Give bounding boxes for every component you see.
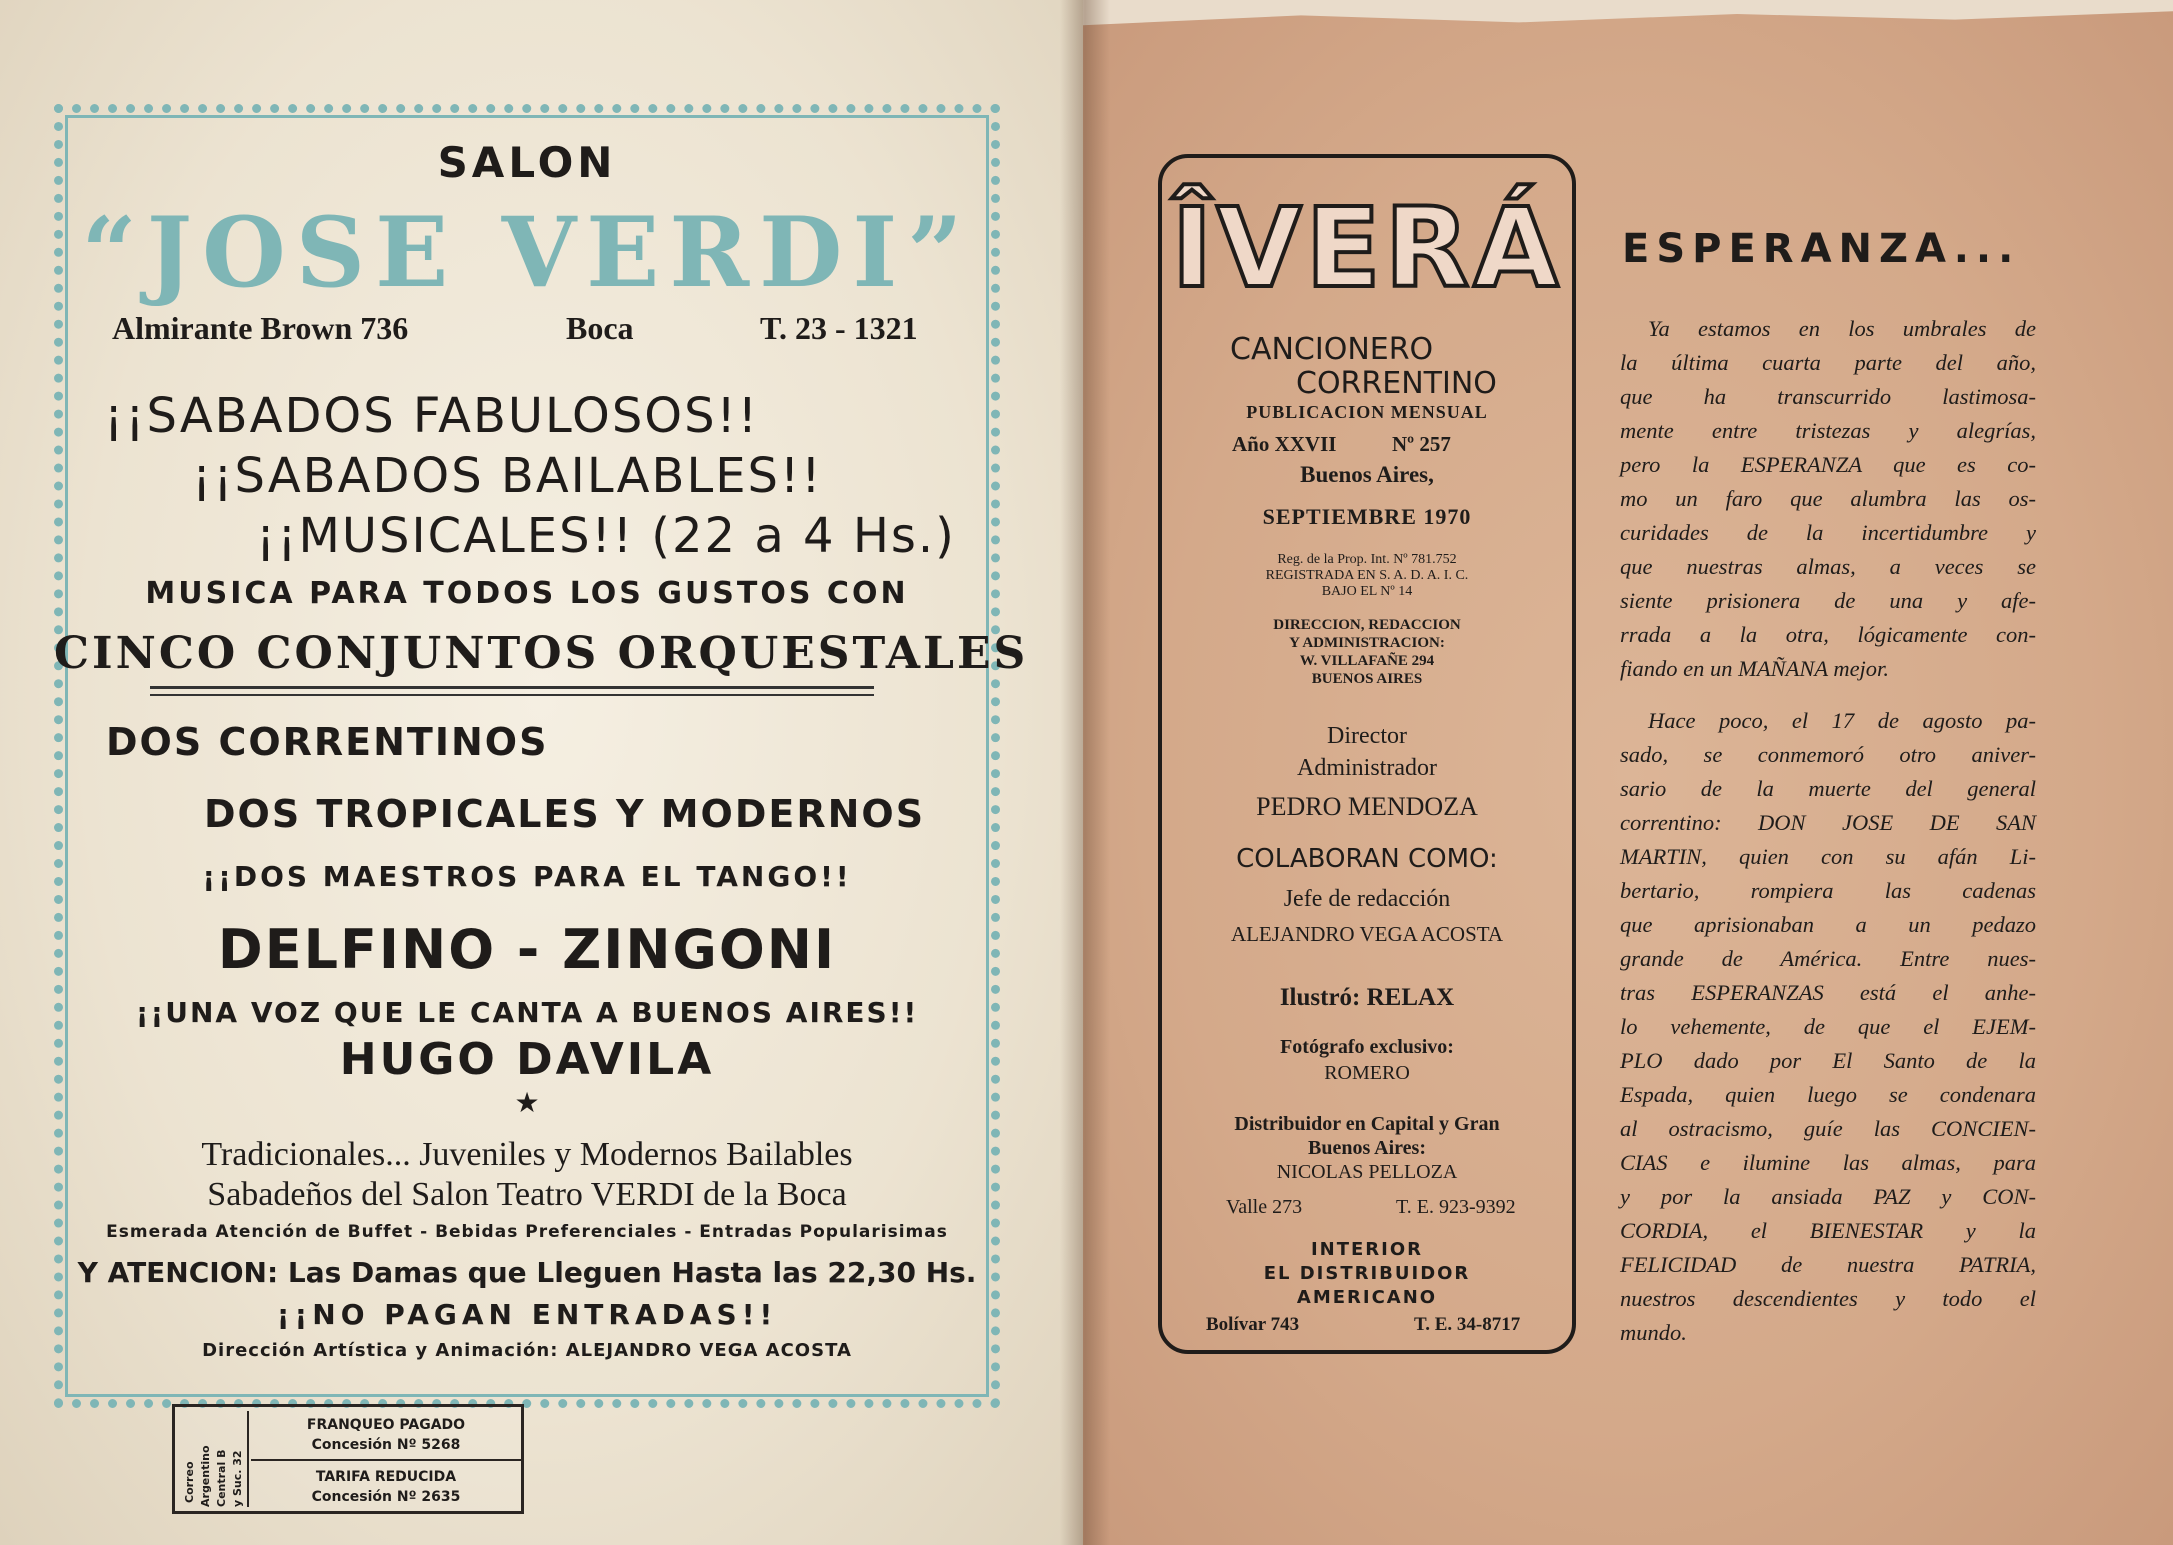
- stamp-side-line: Correo: [183, 1461, 196, 1503]
- article-line: y por la ansiada PAZ y CON-: [1620, 1184, 2036, 1209]
- masthead-americano: AMERICANO: [1296, 1287, 1438, 1308]
- masthead-reg-line: Reg. de la Prop. Int. Nº 781.752: [1277, 552, 1457, 567]
- masthead-direccion: [1158, 616, 1576, 688]
- masthead-title: ÎVERÁ: [1171, 184, 1563, 312]
- masthead-correntino: CORRENTINO: [1296, 366, 1497, 401]
- article-line: sado, se conmemoró otro aniver-: [1620, 742, 2036, 767]
- article-line: pero la ESPERANZA que es co-: [1620, 452, 2036, 477]
- article-line: bertario, rompiera las cadenas: [1620, 878, 2036, 903]
- masthead-colaboran: COLABORAN COMO:: [1236, 844, 1498, 874]
- article-line: fiando en un MAÑANA mejor.: [1620, 656, 1889, 681]
- stamp-side-text: [181, 1411, 249, 1507]
- ad-hugo-davila: HUGO DAVILA: [339, 1034, 715, 1085]
- article-line: MARTIN, quien con su afán Li-: [1620, 844, 2036, 869]
- article-line: la última cuarta parte del año,: [1620, 350, 2036, 375]
- stamp-side-line: Central B: [215, 1449, 228, 1507]
- masthead-administrador: Administrador: [1297, 755, 1437, 781]
- article-paragraph-1: [1620, 312, 2036, 686]
- ad-musica-para-todos: MUSICA PARA TODOS LOS GUSTOS CON: [145, 576, 909, 611]
- article-line: sario de la muerte del general: [1620, 776, 2036, 801]
- masthead-distribuidor-line: Buenos Aires:: [1308, 1137, 1426, 1159]
- page-gutter: [1060, 0, 1110, 1545]
- star-icon: ★: [514, 1088, 540, 1119]
- ad-jose-verdi: “JOSE VERDI”: [81, 196, 973, 309]
- article-line: rrada a la otra, lógicamente con-: [1620, 622, 2036, 647]
- article-line: nuestros descendientes y todo el: [1620, 1286, 2036, 1311]
- article-line: siente prisionera de una y afe-: [1620, 588, 2036, 613]
- masthead-jefe: Jefe de redacción: [1283, 886, 1451, 912]
- ad-dos-correntinos: DOS CORRENTINOS: [106, 720, 549, 764]
- divider-rule: [150, 694, 874, 696]
- article-line: CORDIA, el BIENESTAR y la: [1620, 1218, 2036, 1243]
- article-line: Espada, quien luego se condenara: [1620, 1082, 2036, 1107]
- ad-direccion-artistica: Dirección Artística y Animación: ALEJANDRO VEGA ACOSTA: [202, 1340, 852, 1361]
- ad-barrio: Boca: [566, 310, 634, 346]
- article-line: curidades de la incertidumbre y: [1620, 520, 2036, 545]
- article-line: que aprisionaban a un pedazo: [1620, 912, 2036, 937]
- article-line: PLO dado por El Santo de la: [1620, 1048, 2036, 1073]
- ad-una-voz: ¡¡UNA VOZ QUE LE CANTA A BUENOS AIRES!!: [135, 996, 919, 1029]
- article-line: que ha transcurrido lastimosa-: [1620, 384, 2036, 409]
- article-line: grande de América. Entre nues-: [1620, 946, 2036, 971]
- masthead-dir-line: W. VILLAFAÑE 294: [1299, 653, 1435, 669]
- masthead-nicolas: NICOLAS PELLOZA: [1276, 1161, 1458, 1183]
- ad-musicales: ¡¡MUSICALES!! (22 a 4 Hs.): [256, 508, 956, 564]
- masthead-te-valle: T. E. 923-9392: [1396, 1196, 1516, 1218]
- masthead-dir-line: DIRECCION, REDACCION: [1273, 617, 1461, 633]
- ad-cinco-conjuntos: CINCO CONJUNTOS ORQUESTALES: [54, 628, 1029, 679]
- ad-dos-maestros: ¡¡DOS MAESTROS PARA EL TANGO!!: [202, 860, 852, 893]
- masthead-alejandro: ALEJANDRO VEGA ACOSTA: [1230, 922, 1504, 946]
- masthead-ilustro: Ilustró: RELAX: [1279, 984, 1455, 1011]
- masthead-interior-block: [1158, 1238, 1576, 1310]
- masthead-distribuidor-block: [1158, 1112, 1576, 1184]
- stamp-side-line: y Suc. 32: [231, 1450, 244, 1507]
- stamp-concesion-1: Concesión Nº 5268: [311, 1437, 461, 1453]
- article-line: FELICIDAD de nuestra PATRIA,: [1620, 1252, 2036, 1277]
- ad-delfino-zingoni: DELFINO - ZINGONI: [217, 918, 837, 981]
- masthead-publicacion: PUBLICACION MENSUAL: [1246, 402, 1488, 422]
- ad-sabadenos: Sabadeños del Salon Teatro VERDI de la Boca: [207, 1176, 847, 1213]
- masthead-dir-line: Y ADMINISTRACION:: [1289, 635, 1445, 651]
- article-line: tras ESPERANZAS está el anhe-: [1620, 980, 2036, 1005]
- masthead-romero: ROMERO: [1324, 1062, 1410, 1084]
- masthead-ciudad: Buenos Aires,: [1300, 462, 1434, 487]
- masthead-director: Director: [1327, 723, 1407, 749]
- article-line: mente entre tristezas y alegrías,: [1620, 418, 2036, 443]
- masthead-pedro-mendoza: PEDRO MENDOZA: [1256, 792, 1478, 821]
- article-line: que nuestras almas, a veces se: [1620, 554, 2036, 579]
- masthead-director-block: [1158, 720, 1576, 784]
- divider-rule: [150, 686, 874, 689]
- article-line: lo vehemente, de que el EJEM-: [1620, 1014, 2036, 1039]
- ad-sabados-fabulosos: ¡¡SABADOS FABULOSOS!!: [104, 388, 760, 444]
- article-line: Ya estamos en los umbrales de: [1648, 316, 2036, 341]
- masthead-anio: Año XXVII: [1232, 432, 1337, 456]
- stamp-concesion-2: Concesión Nº 2635: [311, 1489, 461, 1505]
- ad-sabados-bailables: ¡¡SABADOS BAILABLES!!: [192, 448, 823, 504]
- stamp-side-line: Argentino: [199, 1445, 212, 1507]
- ad-salon: SALON: [437, 138, 617, 187]
- masthead-reg-line: REGISTRADA EN S. A. D. A. I. C.: [1265, 568, 1469, 583]
- stamp-franqueo: FRANQUEO PAGADO: [306, 1417, 466, 1433]
- ad-buffet: Esmerada Atención de Buffet - Bebidas Preferenciales - Entradas Popularisimas: [106, 1222, 948, 1242]
- masthead-distribuidor-line: Distribuidor en Capital y Gran: [1234, 1113, 1500, 1135]
- ad-atencion: Y ATENCION: Las Damas que Lleguen Hasta las 22,30 Hs.: [77, 1256, 977, 1289]
- postage-stamp: [172, 1404, 524, 1514]
- masthead-bolivar: Bolívar 743: [1206, 1314, 1300, 1335]
- masthead-cancionero: CANCIONERO: [1230, 332, 1434, 367]
- masthead-dir-line: BUENOS AIRES: [1311, 671, 1423, 687]
- stamp-divider: [251, 1459, 521, 1461]
- masthead-el-distribuidor: EL DISTRIBUIDOR: [1263, 1263, 1471, 1284]
- ad-tradicionales: Tradicionales... Juveniles y Modernos Bailables: [201, 1136, 853, 1173]
- ad-phone: T. 23 - 1321: [760, 310, 918, 346]
- ad-no-pagan: ¡¡NO PAGAN ENTRADAS!!: [276, 1298, 778, 1331]
- masthead-interior: INTERIOR: [1310, 1239, 1424, 1260]
- article-line: Hace poco, el 17 de agosto pa-: [1648, 708, 2036, 733]
- article-line: CIAS e ilumine las almas, para: [1620, 1150, 2036, 1175]
- masthead-reg-line: BAJO EL Nº 14: [1321, 584, 1413, 599]
- ad-dos-tropicales: DOS TROPICALES Y MODERNOS: [204, 792, 926, 836]
- article-title: ESPERANZA...: [1622, 226, 2021, 272]
- article-paragraph-2: [1620, 704, 2036, 1350]
- masthead-registro: [1158, 552, 1576, 600]
- ad-address: Almirante Brown 736: [112, 310, 409, 346]
- masthead-te-bolivar: T. E. 34-8717: [1414, 1314, 1521, 1335]
- article-line: correntino: DON JOSE DE SAN: [1620, 810, 2036, 835]
- article-line: al ostracismo, guíe las CONCIEN-: [1620, 1116, 2036, 1141]
- article-line: mundo.: [1620, 1320, 1687, 1345]
- masthead-valle: Valle 273: [1226, 1196, 1303, 1218]
- article-line: mo un faro que alumbra las os-: [1620, 486, 2036, 511]
- masthead-fecha: SEPTIEMBRE 1970: [1262, 504, 1472, 529]
- masthead-fotografo: Fotógrafo exclusivo:: [1280, 1036, 1454, 1058]
- stamp-tarifa: TARIFA REDUCIDA: [315, 1469, 457, 1485]
- masthead-numero: Nº 257: [1392, 432, 1451, 456]
- masthead-fotografo-block: [1158, 1034, 1576, 1086]
